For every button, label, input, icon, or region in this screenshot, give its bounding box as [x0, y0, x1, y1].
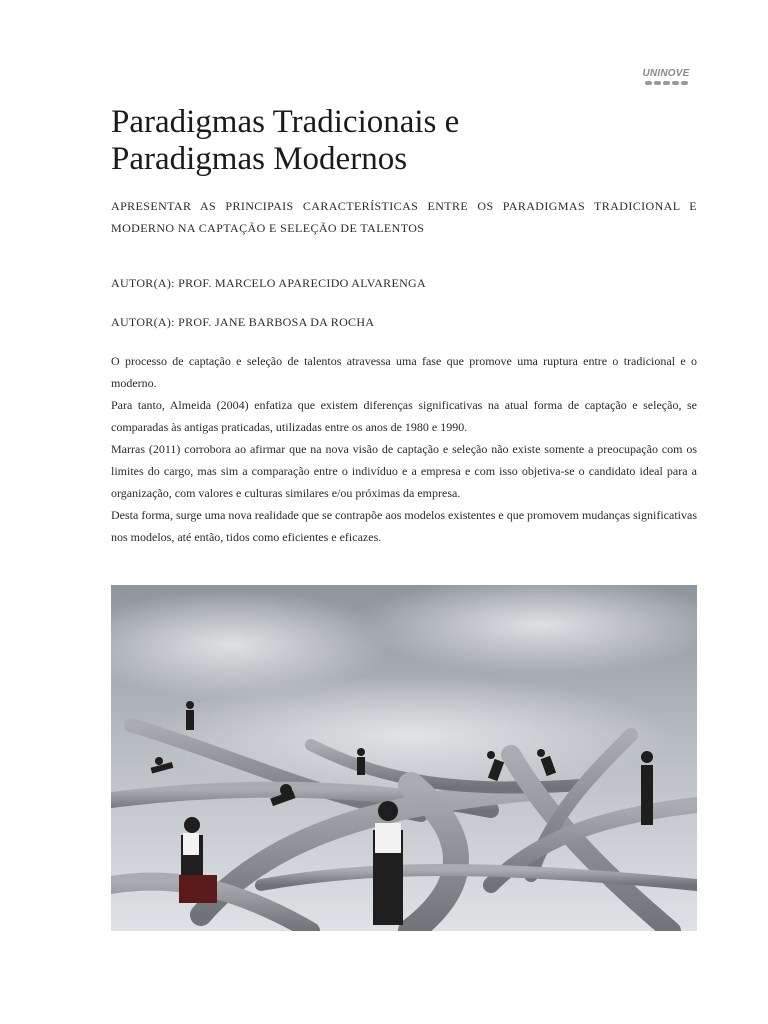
logo-dots: [640, 81, 692, 85]
page-title: [111, 104, 671, 178]
title-line-1: Paradigmas Tradicionais e: [111, 104, 460, 140]
title-line-2: Paradigmas Modernos: [111, 141, 408, 177]
paragraph-2: Para tanto, Almeida (2004) enfatiza que existem diferenças significativas na atual forma de captação e seleção, se comparadas às antigas praticadas, utilizadas entre os anos de 1980 e 1990.: [111, 398, 697, 434]
paragraph-1: O processo de captação e seleção de talentos atravessa uma fase que promove uma ruptura entre o tradicional e o moderno.: [111, 354, 697, 390]
business-paths-illustration: [111, 585, 697, 931]
logo-text: UNINOVE: [642, 68, 690, 79]
paragraph-4: Desta forma, surge uma nova realidade que se contrapõe aos modelos existentes e que promovem mudanças significativas nos modelos, até então, tidos como eficientes e eficazes.: [111, 508, 697, 544]
body-text: [111, 350, 697, 548]
uninove-logo: [640, 68, 692, 85]
subtitle: APRESENTAR AS PRINCIPAIS CARACTERÍSTICAS ENTRE OS PARADIGMAS TRADICIONAL E MODERNO NA CAPTAÇÃO E SELEÇÃO DE TALENTOS: [111, 199, 697, 235]
author-1: AUTOR(A): PROF. MARCELO APARECIDO ALVARENGA: [111, 276, 426, 290]
paragraph-3: Marras (2011) corrobora ao afirmar que na nova visão de captação e seleção não existe somente a preocupação com os limites do cargo, mas sim a comparação entre o indivíduo e a empresa e com isso objetiva-se o candidato ideal para a organização, com valores e culturas similares e/ou próximas da empresa.: [111, 442, 697, 500]
author-2: AUTOR(A): PROF. JANE BARBOSA DA ROCHA: [111, 315, 375, 329]
